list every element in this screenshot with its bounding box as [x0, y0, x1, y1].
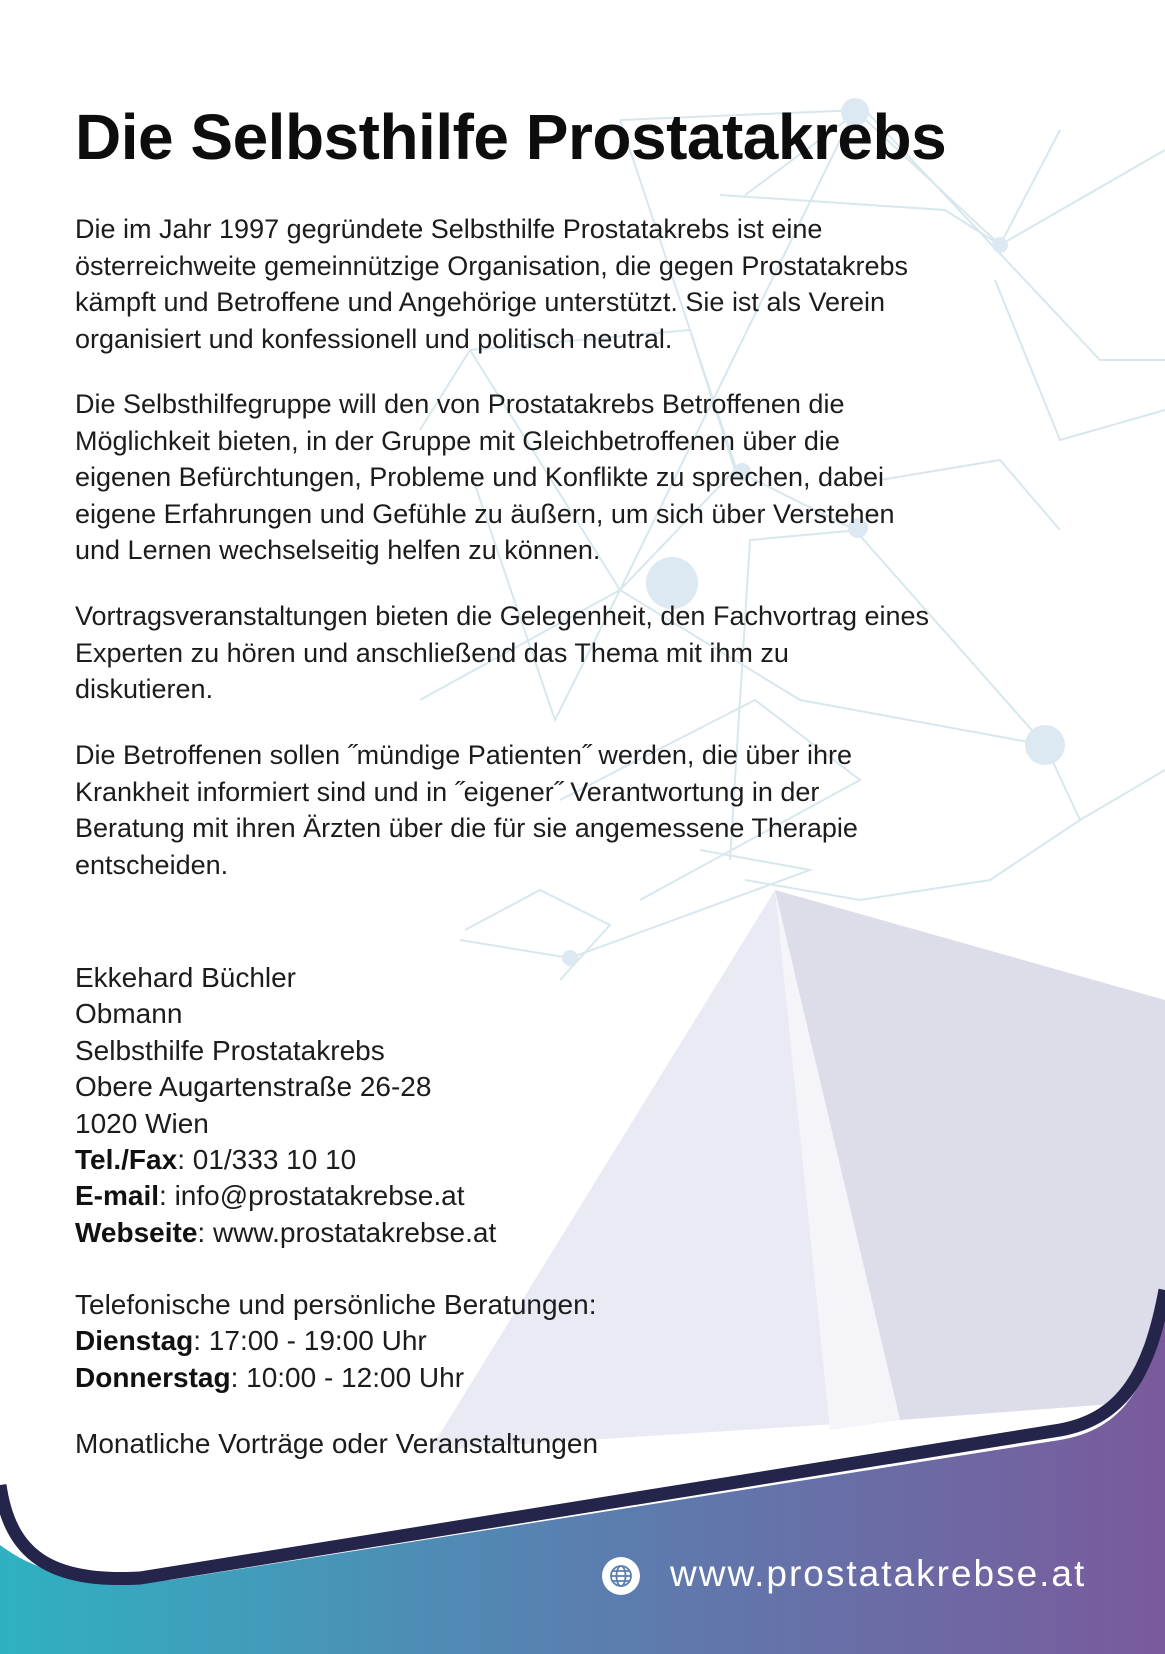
- text-line: Vortragsveranstaltungen bieten die Gelegenheit, den Fachvortrag eines: [75, 601, 930, 631]
- thursday-label: Donnerstag: [75, 1361, 231, 1393]
- text-line: eigene Erfahrungen und Gefühle zu äußern, um sich über Verstehen: [75, 498, 895, 529]
- website-label: Webseite: [75, 1216, 198, 1248]
- contact-website: [75, 1215, 496, 1251]
- paragraph-about: [75, 211, 908, 357]
- email-value: : info@prostatakrebse.at: [159, 1180, 465, 1212]
- text-line: und Lernen wechselseitig helfen zu können.: [75, 535, 601, 565]
- text-line: Die Betroffenen sollen ˝mündige Patienten˝ werden, die über ihre: [75, 740, 852, 770]
- contact-name: Ekkehard Büchler: [75, 962, 297, 993]
- contact-street: Obere Augartenstraße 26-28: [75, 1071, 432, 1103]
- consultation-block: [75, 1287, 596, 1396]
- consultation-thursday: [75, 1360, 596, 1396]
- text-line: eigenen Befürchtungen, Probleme und Konflikte zu sprechen, dabei: [75, 462, 885, 492]
- footer-website-link[interactable]: www.prostatakrebse.at: [670, 1553, 1087, 1594]
- text-line: organisiert und konfessionell und politisch neutral.: [75, 323, 673, 354]
- text-line: österreichweite gemeinnützige Organisation, die gegen Prostatakrebs: [75, 250, 908, 281]
- phone-value: : 01/333 10 10: [177, 1144, 357, 1176]
- consultation-heading: Telefonische und persönliche Beratungen:: [75, 1289, 597, 1320]
- paragraph-lectures: [75, 598, 929, 708]
- text-line: Die im Jahr 1997 gegründete Selbsthilfe Prostatakrebs ist eine: [75, 214, 823, 244]
- text-line: entscheiden.: [75, 849, 229, 880]
- consultation-tuesday: [75, 1323, 596, 1359]
- globe-icon: [601, 1556, 641, 1596]
- page-title: Die Selbsthilfe Prostatakrebs: [75, 101, 947, 173]
- contact-city: 1020 Wien: [75, 1107, 209, 1139]
- contact-phone: [75, 1142, 496, 1178]
- contact-block: [75, 960, 496, 1251]
- text-line: diskutieren.: [75, 674, 214, 704]
- text-line: Krankheit informiert sind und in ˝eigener˝ Verantwortung in der: [75, 776, 820, 807]
- website-value: : www.prostatakrebse.at: [197, 1216, 497, 1248]
- contact-organization: Selbsthilfe Prostatakrebs: [75, 1034, 385, 1066]
- contact-role: Obmann: [75, 998, 183, 1030]
- text-line: Experten zu hören und anschließend das Thema mit ihm zu: [75, 637, 789, 668]
- paragraph-patients: [75, 737, 858, 883]
- tuesday-label: Dienstag: [75, 1325, 194, 1357]
- thursday-hours: : 10:00 - 12:00 Uhr: [230, 1361, 465, 1393]
- text-line: Beratung mit ihren Ärzten über die für sie angemessene Therapie: [75, 813, 858, 843]
- text-line: Möglichkeit bieten, in der Gruppe mit Gleichbetroffenen über die: [75, 425, 840, 456]
- tuesday-hours: : 17:00 - 19:00 Uhr: [193, 1325, 427, 1357]
- email-label: E-mail: [75, 1180, 160, 1212]
- events-text: Monatliche Vorträge oder Veranstaltungen: [75, 1428, 599, 1459]
- text-line: kämpft und Betroffene und Angehörige unterstützt. Sie ist als Verein: [75, 287, 886, 317]
- text-line: Die Selbsthilfegruppe will den von Prostatakrebs Betroffenen die: [75, 389, 845, 419]
- paragraph-group: [75, 386, 895, 569]
- phone-label: Tel./Fax: [75, 1144, 178, 1176]
- events-note: [75, 1426, 598, 1462]
- contact-email: [75, 1178, 496, 1214]
